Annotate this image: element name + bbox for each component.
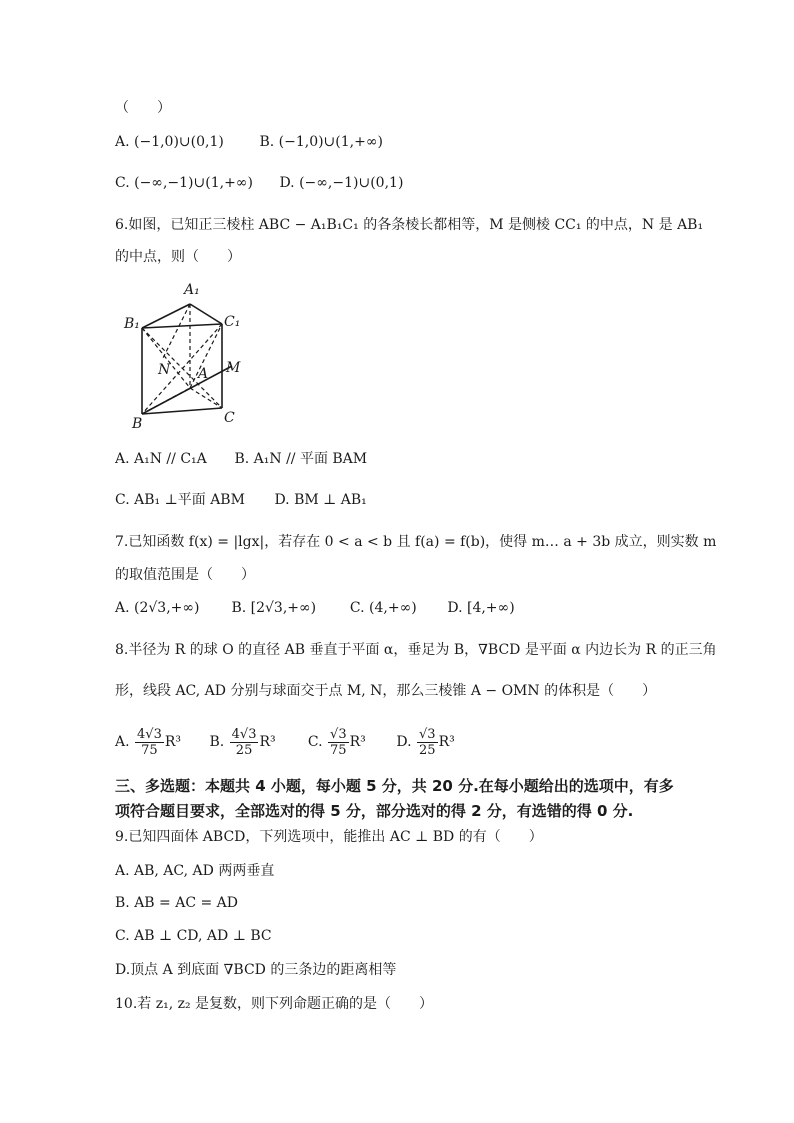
q6-stem-line1: 6.如图，已知正三棱柱 ABC − A₁B₁C₁ 的各条棱长都相等，M 是侧棱 CC₁ 的中点，N 是 AB₁ xyxy=(115,217,704,233)
diag-b1-c xyxy=(142,328,222,408)
q9-option-a[interactable]: A. AB, AC, AD 两两垂直 xyxy=(115,863,275,879)
q7-option-c[interactable]: C. (4,+∞) xyxy=(349,600,417,616)
section3-heading-line2: 项符合题目要求，全部选对的得 5 分，部分选对的得 2 分，有选错的得 0 分. xyxy=(115,802,634,820)
q6-option-a[interactable]: A. A₁N // C₁A xyxy=(115,451,207,467)
q8-option-b[interactable] xyxy=(209,724,303,760)
q8-option-c-fraction xyxy=(328,727,349,758)
label-a: A xyxy=(198,366,209,382)
q8-option-a-letter: A. xyxy=(115,734,130,750)
label-m: M xyxy=(226,360,241,376)
q6-options-row1 xyxy=(115,449,367,469)
q7-options-row xyxy=(115,598,515,618)
q6-option-d[interactable]: D. BM ⊥ AB₁ xyxy=(274,492,367,508)
q9-option-b[interactable]: B. AB = AC = AD xyxy=(115,895,239,911)
q6-options-row2 xyxy=(115,490,367,510)
q7-option-d[interactable]: D. [4,+∞) xyxy=(447,600,515,616)
edge-a-c xyxy=(190,388,222,408)
prism-figure xyxy=(120,276,255,434)
q8-option-c[interactable] xyxy=(308,724,392,760)
label-c: C xyxy=(224,410,235,426)
q7-option-b[interactable]: B. [2√3,+∞) xyxy=(231,600,317,616)
q8-option-b-denominator: 25 xyxy=(235,742,253,758)
q6-stem-line2: 的中点，则（ ） xyxy=(115,249,241,265)
q7-stem-line2: 的取值范围是（ ） xyxy=(115,567,255,583)
q8-option-b-letter: B. xyxy=(209,734,225,750)
label-c1: C₁ xyxy=(224,314,241,330)
q8-option-b-numerator: 4√3 xyxy=(231,726,257,742)
q8-option-c-tail: R³ xyxy=(349,734,366,750)
section3-heading-line1: 三、多选题：本题共 4 小题，每小题 5 分，共 20 分.在每小题给出的选项中，有多 xyxy=(115,777,674,795)
q8-option-a[interactable] xyxy=(115,724,205,760)
label-b: B xyxy=(132,416,143,432)
q8-option-b-tail: R³ xyxy=(259,734,276,750)
label-b1: B₁ xyxy=(124,316,140,332)
q8-options-row xyxy=(115,724,455,760)
q8-option-c-numerator: √3 xyxy=(330,726,347,742)
q10-stem: 10.若 z₁, z₂ 是复数，则下列命题正确的是（ ） xyxy=(115,996,434,1012)
q8-option-a-fraction xyxy=(135,727,164,758)
q8-option-d-denominator: 25 xyxy=(419,742,436,758)
edge-b1-a1 xyxy=(142,304,190,328)
label-a1: A₁ xyxy=(184,282,200,298)
q8-option-d-fraction xyxy=(417,727,438,758)
q9-stem: 9.已知四面体 ABCD，下列选项中，能推出 AC ⊥ BD 的有（ ） xyxy=(115,829,543,845)
edge-b-c xyxy=(142,408,222,414)
q5-options-row1 xyxy=(115,132,383,152)
q6-option-b[interactable]: B. A₁N // 平面 BAM xyxy=(234,451,368,467)
q8-option-c-denominator: 75 xyxy=(330,742,347,758)
q6-option-c[interactable]: C. AB₁ ⊥平面 ABM xyxy=(115,492,245,508)
q7-option-a[interactable]: A. (2√3,+∞) xyxy=(115,600,200,616)
q8-option-d-tail: R³ xyxy=(438,734,455,750)
q5-answer-paren: （ ） xyxy=(115,100,171,116)
q8-stem-line2: 形，线段 AC, AD 分别与球面交于点 M, N，那么三棱锥 A − OMN 的体积是（ ） xyxy=(115,683,657,699)
edge-b1-c1 xyxy=(142,324,222,328)
q8-option-d-numerator: √3 xyxy=(419,726,436,742)
q5-option-c[interactable]: C. (−∞,−1)∪(1,+∞) xyxy=(115,175,253,191)
q8-option-d[interactable] xyxy=(396,724,454,760)
segment-a1-n xyxy=(162,304,190,360)
q8-stem-line1: 8.半径为 R 的球 O 的直径 AB 垂直于平面 α，垂足为 B，∇BCD 是平面 α 内边长为 R 的正三角 xyxy=(115,642,717,658)
q8-option-c-letter: C. xyxy=(307,734,323,750)
q8-option-d-letter: D. xyxy=(396,734,412,750)
q8-option-a-denominator: 75 xyxy=(141,742,158,758)
q9-option-d[interactable]: D.顶点 A 到底面 ∇BCD 的三条边的距离相等 xyxy=(115,962,397,978)
q8-option-a-numerator: 4√3 xyxy=(137,726,162,742)
q8-option-a-tail: R³ xyxy=(164,734,181,750)
q5-option-a[interactable]: A. (−1,0)∪(0,1) xyxy=(115,134,224,150)
diag-b1-a xyxy=(142,328,190,388)
q5-option-d[interactable]: D. (−∞,−1)∪(0,1) xyxy=(279,175,404,191)
q9-option-c[interactable]: C. AB ⊥ CD, AD ⊥ BC xyxy=(115,928,272,944)
prism-diagram xyxy=(120,276,255,434)
q5-options-row2 xyxy=(115,173,403,193)
label-n: N xyxy=(158,362,171,378)
q5-option-b[interactable]: B. (−1,0)∪(1,+∞) xyxy=(259,134,383,150)
edge-a1-c1 xyxy=(190,304,222,324)
q8-option-b-fraction xyxy=(230,727,259,758)
q7-stem-line1: 7.已知函数 f(x) = |lgx|，若存在 0 < a < b 且 f(a) = f(b)，使得 m… a + 3b 成立，则实数 m xyxy=(115,534,717,550)
